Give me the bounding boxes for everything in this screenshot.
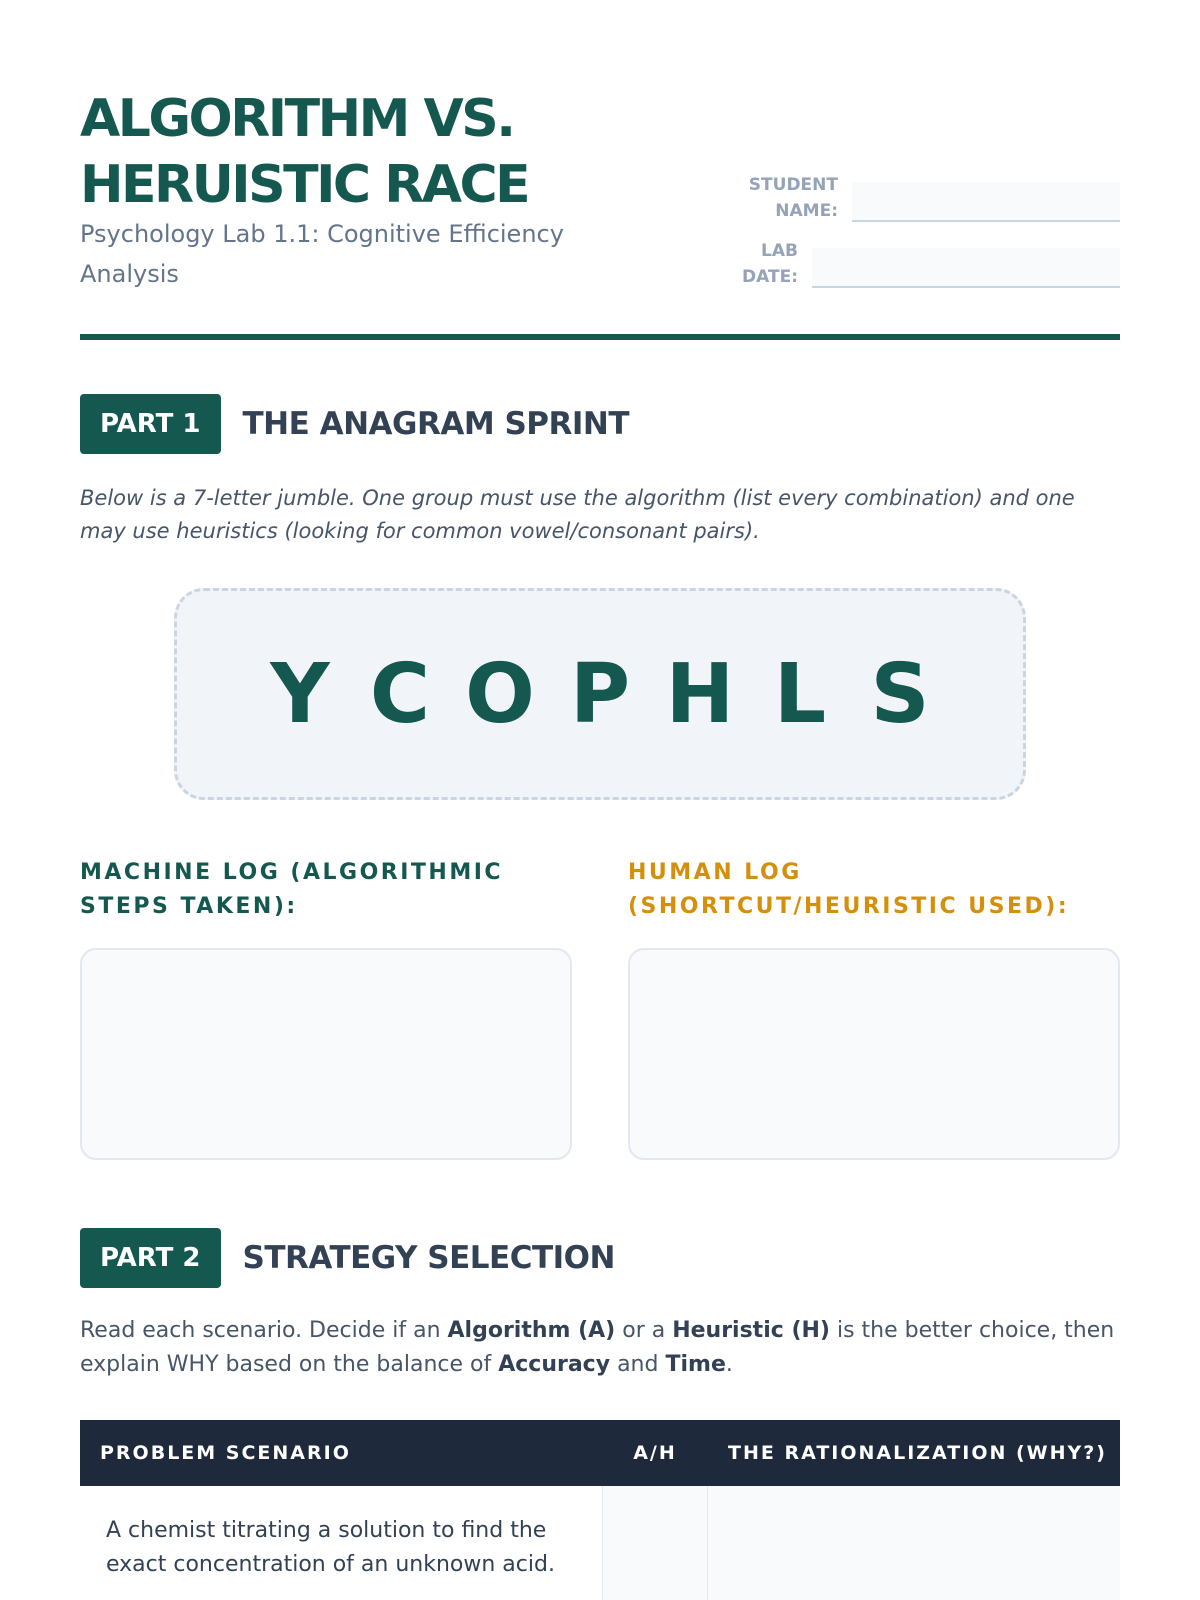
anagram-jumble-box [174, 588, 1026, 800]
jumble-letter: Y [270, 646, 330, 742]
lab-date-input[interactable] [812, 248, 1120, 288]
instr-text: Read each scenario. Decide if an [80, 1318, 448, 1343]
machine-log-box[interactable] [80, 948, 572, 1160]
jumble-letter: L [773, 646, 827, 742]
part1-instructions: Below is a 7-letter jumble. One group must use the algorithm (list every combination) and one may use heuristics (looking for common vowel/consonant pairs). [80, 486, 1075, 543]
ah-answer-cell[interactable] [602, 1486, 708, 1600]
page-title [80, 86, 720, 218]
title-line-1: ALGORITHM VS. [80, 89, 514, 149]
jumble-letter: O [465, 646, 535, 742]
student-name-label: STUDENT NAME: [748, 175, 838, 221]
strategy-table [80, 1420, 1120, 1600]
jumble-letter: H [665, 646, 735, 742]
student-name-input[interactable] [852, 182, 1120, 222]
column-header-scenario: PROBLEM SCENARIO [100, 1442, 351, 1464]
human-log-label: HUMAN LOG (SHORTCUT/HEURISTIC USED): [628, 860, 1070, 919]
part2-badge: PART 2 [80, 1228, 221, 1288]
part1-header [80, 394, 629, 454]
instr-bold-time: Time [665, 1352, 726, 1377]
instr-text: . [725, 1352, 733, 1377]
jumble-letter: P [569, 646, 631, 742]
instr-bold-heuristic: Heuristic (H) [672, 1318, 830, 1343]
worksheet-page [80, 0, 1120, 1600]
part1-badge: PART 1 [80, 394, 221, 454]
machine-log-label: MACHINE LOG (ALGORITHMIC STEPS TAKEN): [80, 860, 504, 919]
jumble-letter: C [369, 646, 431, 742]
rationalization-cell[interactable] [708, 1486, 1120, 1600]
title-line-2: HERUISTIC RACE [80, 155, 529, 215]
instr-bold-accuracy: Accuracy [498, 1352, 611, 1377]
instr-text: and [610, 1352, 666, 1377]
column-header-ah: A/H [633, 1442, 677, 1464]
lab-date-label: LAB DATE: [742, 241, 798, 287]
part2-header [80, 1228, 615, 1288]
instr-text: is the better choice, then explain WHY based on the balance of [80, 1318, 1115, 1377]
instr-text: or a [615, 1318, 673, 1343]
header-divider [80, 334, 1120, 340]
page-subtitle: Psychology Lab 1.1: Cognitive Efficiency Analysis [80, 220, 564, 288]
lab-date-field [738, 238, 1120, 290]
human-log-box[interactable] [628, 948, 1120, 1160]
instr-bold-algorithm: Algorithm (A) [447, 1318, 616, 1343]
scenario-cell: A chemist titrating a solution to find the exact concentration of an unknown acid. [106, 1518, 555, 1577]
jumble-letters [250, 647, 950, 742]
jumble-letter: S [870, 646, 930, 742]
table-header [80, 1420, 1120, 1486]
student-name-field [738, 172, 1120, 224]
table-row [80, 1486, 1120, 1600]
part1-title: THE ANAGRAM SPRINT [242, 406, 630, 442]
column-header-why: THE RATIONALIZATION (WHY?) [728, 1442, 1107, 1464]
part2-title: STRATEGY SELECTION [242, 1240, 615, 1276]
part2-instructions [80, 1314, 1120, 1382]
